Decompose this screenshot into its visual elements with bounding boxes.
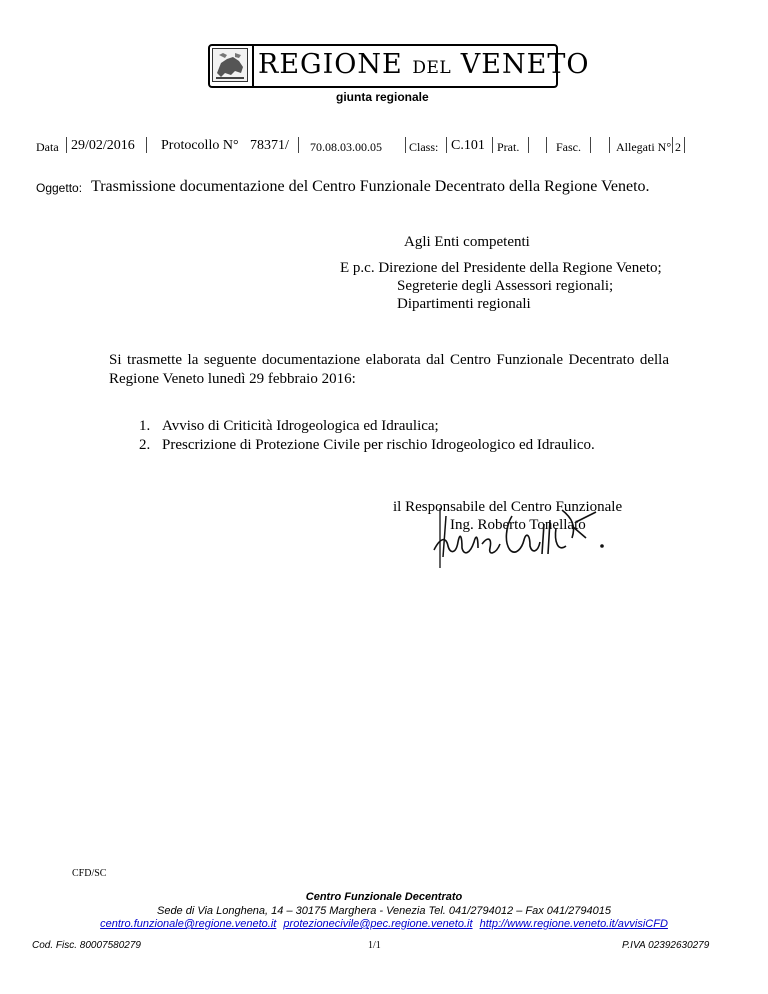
field-divider xyxy=(672,137,673,153)
allegati-label: Allegati N° xyxy=(616,140,672,154)
protocollo-label: Protocollo N° xyxy=(161,138,239,153)
footer-pec-link[interactable]: protezionecivile@pec.regione.veneto.it xyxy=(283,918,473,930)
data-label: Data xyxy=(36,140,59,154)
class-label: Class: xyxy=(409,140,439,154)
attachment-list xyxy=(109,417,595,455)
list-item xyxy=(109,436,595,455)
footer-email-link[interactable]: centro.funzionale@regione.veneto.it xyxy=(100,918,277,930)
classification-code: 70.08.03.00.05 xyxy=(310,140,382,154)
footer-website-link[interactable]: http://www.regione.veneto.it/avvisiCFD xyxy=(479,918,668,930)
prat-label: Prat. xyxy=(497,140,520,154)
field-divider xyxy=(546,137,547,153)
allegati-value: 2 xyxy=(675,140,681,154)
subject-label: Oggetto: xyxy=(36,181,83,195)
page-number: 1/1 xyxy=(368,940,381,951)
field-divider xyxy=(146,137,147,153)
protocollo-value: 78371/ xyxy=(250,138,289,153)
reference-initials: CFD/SC xyxy=(72,868,107,879)
recipient-cc-line3: Dipartimenti regionali xyxy=(397,296,531,312)
recipient-cc-line1: E p.c. Direzione del Presidente della Regione Veneto; xyxy=(340,260,662,276)
body-paragraph: Si trasmette la seguente documentazione elaborata dal Centro Funzionale Decentrato della Regione Veneto lunedì 29 febbraio 2016: xyxy=(109,352,669,387)
recipient-cc-line2: Segreterie degli Assessori regionali; xyxy=(397,278,614,294)
fiscal-code: Cod. Fisc. 80007580279 xyxy=(32,940,141,951)
vat-number: P.IVA 02392630279 xyxy=(622,940,710,951)
fasc-label: Fasc. xyxy=(556,140,581,154)
list-item-number: 1. xyxy=(139,418,151,434)
footer-address: Sede di Via Longhena, 14 – 30175 Marghera - Venezia Tel. 041/2794012 – Fax 041/2794015 xyxy=(156,905,611,917)
list-item-text: Avviso di Criticità Idrogeologica ed Idraulica; xyxy=(162,418,439,434)
field-divider xyxy=(609,137,610,153)
field-divider xyxy=(528,137,529,153)
subject-text: Trasmissione documentazione del Centro Funzionale Decentrato della Regione Veneto. xyxy=(91,178,650,195)
logo-word-veneto: VENETO xyxy=(460,49,590,80)
lion-crest-icon xyxy=(213,49,247,81)
field-divider xyxy=(446,137,447,153)
logo-word-regione: REGIONE xyxy=(258,49,403,80)
field-divider xyxy=(298,137,299,153)
list-item-text: Prescrizione di Protezione Civile per rischio Idrogeologico ed Idraulico. xyxy=(162,437,595,453)
handwritten-signature xyxy=(426,502,610,574)
logo-separator xyxy=(252,46,254,86)
field-divider xyxy=(590,137,591,153)
footer-office-name: Centro Funzionale Decentrato xyxy=(305,891,463,903)
logo-word-del: DEL xyxy=(412,58,452,78)
list-item-number: 2. xyxy=(139,437,151,453)
footer-links xyxy=(0,918,768,930)
data-value: 29/02/2016 xyxy=(71,138,135,153)
recipient-to: Agli Enti competenti xyxy=(404,234,530,250)
regional-crest-icon xyxy=(212,48,248,82)
signature-role: il Responsabile del Centro Funzionale xyxy=(393,499,623,515)
field-divider xyxy=(66,137,67,153)
class-value: C.101 xyxy=(451,138,485,153)
field-divider xyxy=(492,137,493,153)
giunta-regionale-subtitle: giunta regionale xyxy=(336,90,429,104)
list-item xyxy=(109,417,439,436)
logo-wordmark xyxy=(258,48,590,82)
field-divider xyxy=(405,137,406,153)
signature-name: Ing. Roberto Tonellato xyxy=(450,517,586,533)
field-divider xyxy=(684,137,685,153)
